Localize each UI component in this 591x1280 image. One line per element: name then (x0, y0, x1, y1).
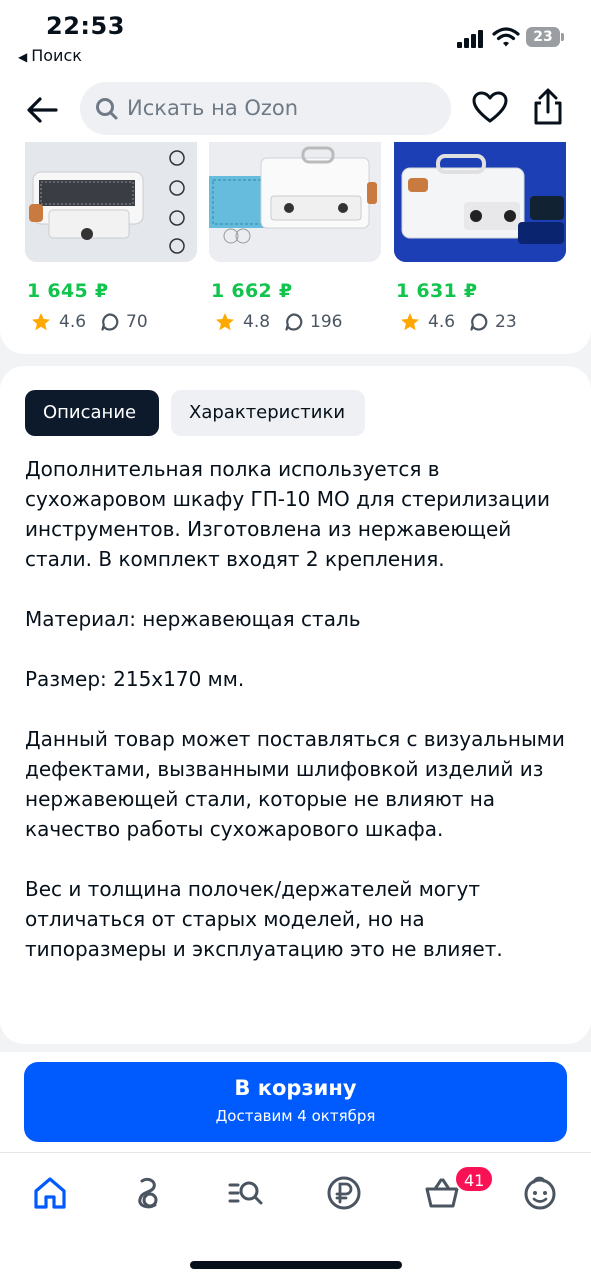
product-card[interactable] (394, 142, 566, 332)
delivery-date: Доставим 4 октября (215, 1107, 376, 1125)
description-paragraph: Материал: нержавеющая сталь (25, 607, 361, 631)
finance-icon[interactable] (324, 1173, 364, 1213)
wifi-icon (492, 26, 520, 48)
description-paragraph: Данный товар может поставляться с визуальными дефектами, вызванными шлифовкой изделий из нержавеющей стали, которые не влияют на качество работы сухожарового шкафа. (25, 727, 565, 841)
back-triangle-icon: ◀ (18, 50, 28, 64)
heart-icon[interactable] (470, 88, 510, 128)
sterilizer-image (209, 142, 381, 262)
description-paragraph: Дополнительная полка используется в сухожаровом шкафу ГП-10 МО для стерилизации инструментов. Изготовлена из нержавеющей стали. В комплект входят 2 крепления. (25, 457, 551, 571)
description-card (0, 366, 591, 1044)
product-card[interactable] (209, 142, 381, 332)
product-card[interactable] (25, 142, 197, 332)
product-rating: 4.6 (428, 312, 456, 332)
product-rating-row (400, 312, 517, 332)
add-to-cart-label: В корзину (234, 1076, 357, 1100)
search-placeholder: Искать на Ozon (127, 96, 299, 120)
star-icon (31, 312, 51, 332)
product-rating-row (31, 312, 148, 332)
product-price: 1 631 ₽ (396, 280, 478, 302)
comment-icon (284, 312, 304, 332)
product-price: 1 662 ₽ (211, 280, 293, 302)
battery-cap (561, 33, 564, 41)
top-header (0, 80, 591, 142)
product-reviews: 70 (126, 312, 148, 332)
share-icon[interactable] (528, 86, 568, 128)
product-rating-row (215, 312, 343, 332)
description-text (25, 454, 570, 994)
product-reviews: 196 (310, 312, 343, 332)
product-rating: 4.8 (243, 312, 271, 332)
star-icon (400, 312, 420, 332)
add-to-cart-button[interactable] (24, 1062, 567, 1142)
battery-indicator: 23 (526, 27, 560, 47)
sterilizer-image (25, 142, 197, 262)
tab-description[interactable]: Описание (25, 390, 159, 436)
back-arrow-icon[interactable] (22, 90, 62, 130)
similar-products-strip (0, 142, 591, 354)
product-reviews: 23 (495, 312, 517, 332)
product-image[interactable] (394, 142, 566, 262)
star-icon (215, 312, 235, 332)
product-rating: 4.6 (59, 312, 87, 332)
home-icon[interactable] (30, 1173, 70, 1213)
ozon-logo-icon[interactable] (128, 1173, 168, 1213)
product-price: 1 645 ₽ (27, 280, 109, 302)
sterilizer-image (394, 142, 566, 262)
description-paragraph: Размер: 215x170 мм. (25, 667, 245, 691)
back-app-label: Поиск (31, 46, 82, 65)
comment-icon (100, 312, 120, 332)
profile-icon[interactable] (520, 1173, 560, 1213)
status-time: 22:53 (46, 12, 125, 40)
description-paragraph: Вес и толщина полочек/держателей могут отличаться от старых моделей, но на типоразмеры и эксплуатацию это не влияет. (25, 877, 503, 961)
catalog-search-icon[interactable] (226, 1173, 266, 1213)
tab-characteristics[interactable]: Характеристики (171, 390, 365, 436)
add-to-cart-bar (0, 1052, 591, 1152)
product-image[interactable] (209, 142, 381, 262)
bottom-nav (0, 1152, 591, 1280)
home-indicator (190, 1261, 402, 1269)
product-image[interactable] (25, 142, 197, 262)
search-icon (94, 96, 120, 122)
status-bar (0, 0, 591, 80)
comment-icon (469, 312, 489, 332)
search-input[interactable] (80, 82, 451, 135)
cellular-signal-icon (457, 30, 485, 48)
back-to-app-link[interactable] (18, 46, 82, 65)
cart-count-badge: 41 (454, 1165, 494, 1193)
